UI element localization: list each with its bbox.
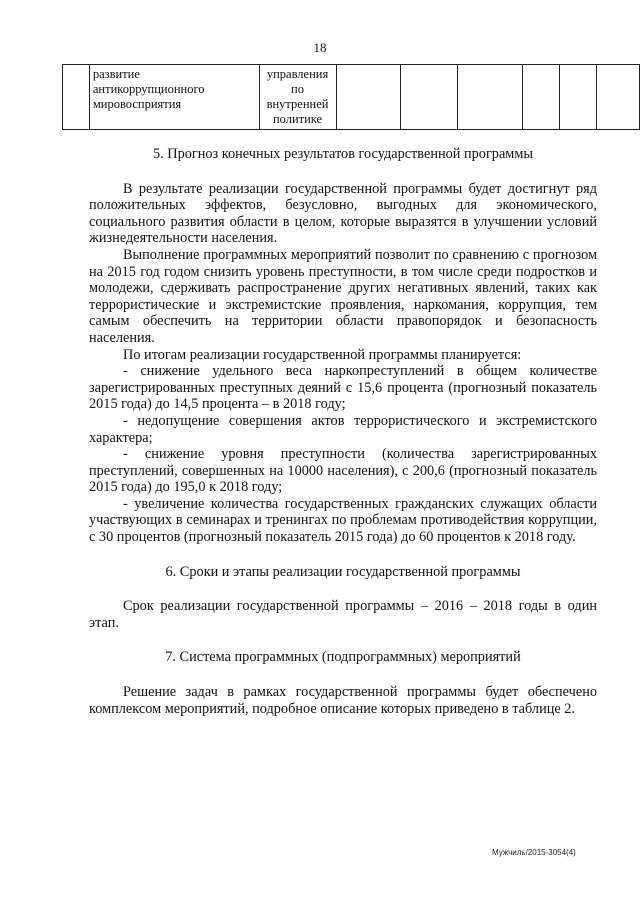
table-row <box>63 65 640 130</box>
list-item: - снижение уровня преступности (количества зарегистрированных преступлений, совершенных на 10000 населения), с 200,6 (прогнозный показатель 2015 года) до 195,0 к 2018 году; <box>89 446 597 496</box>
table-cell-empty <box>63 65 90 130</box>
continued-table <box>62 64 640 130</box>
table-cell-empty <box>560 65 597 130</box>
document-body <box>89 146 597 717</box>
cell-line: внутренней <box>266 97 329 111</box>
section-5-paragraph-2: Выполнение программных мероприятий позволит по сравнению с прогнозом на 2015 год годом снизить уровень преступности, в том числе среди подростков и молодежи, сдерживать распространение других негативных явлений, таких как террористические и экстремистские проявления, наркомания, коррупция, тем самым обеспечить на территории области правопорядок и безопасность населения. <box>89 246 597 346</box>
table-cell-empty <box>336 65 401 130</box>
section-6-paragraph-1: Срок реализации государственной программы – 2016 – 2018 годы в один этап. <box>89 598 597 631</box>
section-6-heading: 6. Сроки и этапы реализации государственной программы <box>165 563 521 580</box>
cell-line: развитие <box>92 67 140 81</box>
list-item: - недопущение совершения актов террористического и экстремистского характера; <box>89 412 597 446</box>
page-number: 18 <box>313 40 327 55</box>
table-cell-empty <box>522 65 560 130</box>
section-5-paragraph-1: В результате реализации государственной программы будет достигнут ряд положительных эффектов, безусловно, выгодных для экономического, социального развития области в целом, которые выразятся в улучшении условий жизнедеятельности населения. <box>89 180 597 247</box>
section-7-paragraph-1: Решение задач в рамках государственной программы будет обеспечено комплексом мероприятий, подробное описание которых приведено в таблице 2. <box>89 684 597 717</box>
cell-line: антикоррупционного <box>92 82 205 96</box>
table-cell-executor <box>259 65 336 130</box>
section-5-heading: 5. Прогноз конечных результатов государственной программы <box>152 146 534 162</box>
table-cell-empty <box>597 65 640 130</box>
section-5-paragraph-3: По итогам реализации государственной программы планируется: <box>123 346 522 363</box>
table-cell-empty <box>457 65 522 130</box>
table-cell-activity <box>89 65 259 130</box>
section-7-heading: 7. Система программных (подпрограммных) мероприятий <box>165 649 521 666</box>
table-cell-empty <box>401 65 458 130</box>
cell-line: мировосприятия <box>92 97 182 111</box>
list-item: - увеличение количества государственных гражданских служащих области участвующих в семинарах и тренингах по проблемам противодействия коррупции, с 30 процентов (прогнозный показатель 2015 года) до 60 процентов к 2018 году. <box>89 495 597 546</box>
document-code: Мужчиль/2015-3054(4) <box>492 848 576 857</box>
list-item: - снижение удельного веса наркопреступлений в общем количестве зарегистрированных преступных деяний с 15,6 процента (прогнозный показатель 2015 года) до 14,5 процента – в 2018 году; <box>89 363 597 413</box>
cell-line: управления <box>266 67 329 81</box>
cell-line: политике <box>272 112 323 126</box>
cell-line: по <box>291 82 304 96</box>
